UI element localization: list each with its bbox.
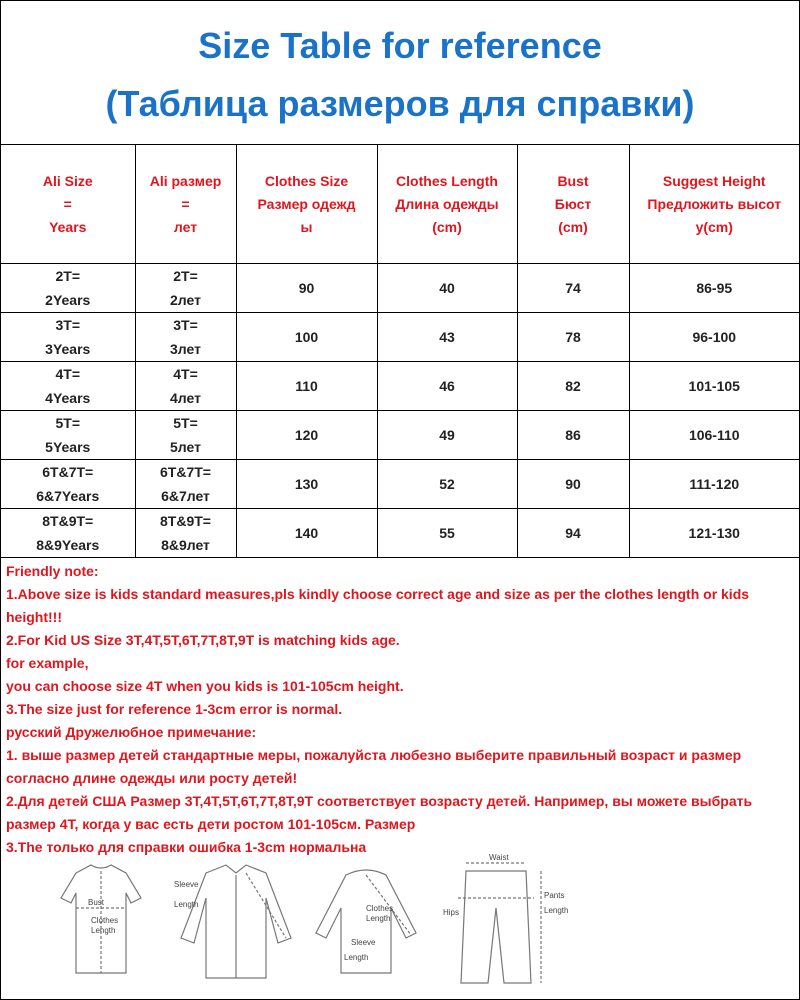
table-row [1,264,799,313]
note-line: 1.Above size is kids standard measures,pls kindly choose correct age and size as per the clothes length or kids height!!! [6,586,750,625]
cell-clothes-length: 46 [377,362,517,411]
cell-ali-size-ru: 2T= 2лет [135,264,236,313]
clothes-length-label: Clothes [91,916,119,925]
pants-length-label: Pants [544,891,565,900]
cell-ali-size: 6T&7T= 6&7Years [1,460,135,509]
table-header-row [1,145,799,264]
cell-clothes-size: 90 [236,264,377,313]
note-line: русский Дружелюбное примечание: [6,724,257,740]
cell-clothes-length: 40 [377,264,517,313]
friendly-notes [1,558,799,859]
column-header-suggest-height: Suggest Height Предложить высот у(cm) [629,145,799,264]
table-row [1,460,799,509]
table-row [1,509,799,558]
cell-ali-size: 8T&9T= 8&9Years [1,509,135,558]
hips-label: Hips [443,908,460,917]
column-header-ali-size: Ali Size = Years [1,145,135,264]
cell-clothes-length: 49 [377,411,517,460]
cell-bust: 94 [517,509,629,558]
cell-ali-size: 3T= 3Years [1,313,135,362]
cell-clothes-size: 100 [236,313,377,362]
sleeve-length-label: Length [344,953,369,962]
cell-clothes-length: 55 [377,509,517,558]
cell-clothes-length: 43 [377,313,517,362]
cell-bust: 78 [517,313,629,362]
note-line: for example, [6,655,89,671]
note-line: 3.The size just for reference 1-3cm error is normal. [6,701,343,717]
page-title: Size Table for reference [198,25,602,66]
cell-height: 86-95 [629,264,799,313]
note-line: Friendly note: [6,563,99,579]
sleeve-length-label: Sleeve [174,880,199,889]
cell-ali-size-ru: 5T= 5лет [135,411,236,460]
cell-clothes-size: 130 [236,460,377,509]
cell-height: 96-100 [629,313,799,362]
measurement-diagram [46,853,576,993]
garment-sketches [46,853,576,993]
column-header-bust: Bust Бюст (cm) [517,145,629,264]
sleeve-length-label: Sleeve [351,938,376,947]
column-header-ali-size-ru: Ali размер = лет [135,145,236,264]
cell-bust: 74 [517,264,629,313]
column-header-clothes-length: Clothes Length Длина одежды (cm) [377,145,517,264]
cell-ali-size-ru: 4T= 4лет [135,362,236,411]
clothes-length-label: Length [366,914,391,923]
cell-ali-size-ru: 8T&9T= 8&9лет [135,509,236,558]
clothes-length-label: Clothes [366,904,394,913]
note-line: 3.The только для справки ошибка 1-3cm нормальна [6,839,367,855]
table-row [1,411,799,460]
sleeve-length-label: Length [174,900,199,909]
pants-sketch [461,871,531,983]
clothes-length-label: Length [91,926,116,935]
waist-label: Waist [489,853,509,862]
cell-clothes-size: 110 [236,362,377,411]
note-line: 2.Для детей США Размер 3T,4T,5T,6T,7T,8T,9T соответствует возрасту детей. Например, вы можете выбрать размер 4T, когда у вас есть дети ростом 101-105см. Размер [6,793,753,832]
pants-length-label: Length [544,906,569,915]
cell-bust: 82 [517,362,629,411]
cell-ali-size: 2T= 2Years [1,264,135,313]
cell-ali-size-ru: 3T= 3лет [135,313,236,362]
note-line: you can choose size 4T when you kids is 101-105cm height. [6,678,404,694]
cell-bust: 86 [517,411,629,460]
table-row [1,313,799,362]
size-table [1,145,799,558]
cell-clothes-size: 120 [236,411,377,460]
cell-height: 106-110 [629,411,799,460]
cell-height: 121-130 [629,509,799,558]
page-subtitle: (Таблица размеров для справки) [105,83,695,124]
note-line: 2.For Kid US Size 3T,4T,5T,6T,7T,8T,9T is matching kids age. [6,632,400,648]
cell-ali-size: 4T= 4Years [1,362,135,411]
cell-clothes-length: 52 [377,460,517,509]
column-header-clothes-size: Clothes Size Размер одежд ы [236,145,377,264]
cell-ali-size: 5T= 5Years [1,411,135,460]
cell-height: 101-105 [629,362,799,411]
title-block [1,1,799,145]
cell-bust: 90 [517,460,629,509]
cell-clothes-size: 140 [236,509,377,558]
note-line: 1. выше размер детей стандартные меры, пожалуйста любезно выберите правильный возраст и размер согласно длине одежды или росту детей! [6,747,742,786]
bust-label: Bust [88,898,105,907]
cell-ali-size-ru: 6T&7T= 6&7лет [135,460,236,509]
table-row [1,362,799,411]
cell-height: 111-120 [629,460,799,509]
